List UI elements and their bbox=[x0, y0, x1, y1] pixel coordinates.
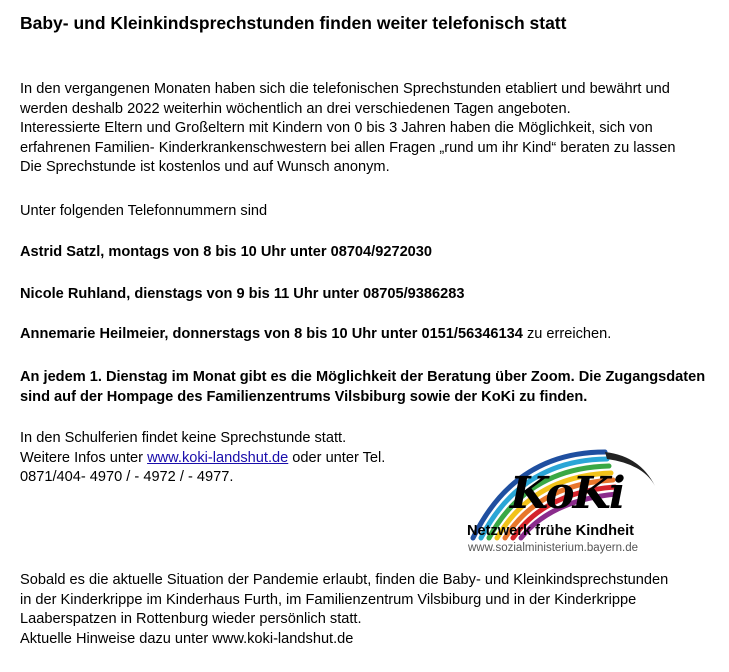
intro-line: werden deshalb 2022 weiterhin wöchentlich an drei verschiedenen Tagen angeboten. bbox=[20, 100, 571, 117]
intro-line: Interessierte Eltern und Großeltern mit Kindern von 0 bis 3 Jahren haben die Möglichkeit, sich von bbox=[20, 120, 653, 137]
closing-line: Sobald es die aktuelle Situation der Pandemie erlaubt, finden die Baby- und Kleinkindsprechstunden bbox=[20, 572, 669, 588]
logo-url: www.sozialministerium.bayern.de bbox=[468, 542, 639, 554]
closing-line: Laaberspatzen in Rottenburg wieder persönlich statt. bbox=[20, 611, 362, 628]
intro-paragraph bbox=[20, 80, 720, 178]
contact-heilmeier bbox=[20, 325, 720, 345]
zoom-paragraph bbox=[20, 368, 720, 407]
zoom-line: sind auf der Hompage des Familienzentrums Vilsbiburg sowie der KoKi zu finden. bbox=[20, 388, 588, 405]
holidays-line: In den Schulferien findet keine Sprechstunde statt. bbox=[20, 430, 347, 446]
contact-suffix: zu erreichen. bbox=[522, 326, 612, 342]
contact-ruhland: Nicole Ruhland, dienstags von 9 bis 11 Uhr unter 08705/9386283 bbox=[20, 286, 465, 302]
page-title: Baby- und Kleinkindsprechstunden finden weiter telefonisch statt bbox=[20, 13, 567, 33]
closing-line: in der Kinderkrippe im Kinderhaus Furth, im Familienzentrum Vilsbiburg und in der Kinderkrippe bbox=[20, 591, 637, 608]
holidays-line bbox=[20, 449, 440, 469]
logo-tagline: Netzwerk frühe Kindheit bbox=[467, 523, 635, 539]
contact-heilmeier-text: Annemarie Heilmeier, donnerstags von 8 bis 10 Uhr unter 0151/56346134 bbox=[20, 326, 523, 342]
holidays-line: 0871/404- 4970 / - 4972 / - 4977. bbox=[20, 469, 234, 486]
logo-wordmark: KoKi bbox=[510, 468, 624, 519]
koki-link[interactable]: www.koki-landshut.de bbox=[147, 449, 289, 466]
zoom-line: An jedem 1. Dienstag im Monat gibt es die Möglichkeit der Beratung über Zoom. Die Zugangsdaten bbox=[20, 369, 706, 385]
intro-line: Die Sprechstunde ist kostenlos und auf Wunsch anonym. bbox=[20, 159, 390, 176]
contact-satzl: Astrid Satzl, montags von 8 bis 10 Uhr unter 08704/9272030 bbox=[20, 244, 433, 260]
intro-line: erfahrenen Familien- Kinderkrankenschwestern bei allen Fragen „rund um ihr Kind“ beraten zu lassen bbox=[20, 139, 676, 156]
holidays-paragraph bbox=[20, 429, 440, 488]
closing-paragraph bbox=[20, 571, 720, 649]
intro-line: In den vergangenen Monaten haben sich die telefonischen Sprechstunden etabliert und bewährt und bbox=[20, 81, 670, 97]
closing-line: Aktuelle Hinweise dazu unter www.koki-landshut.de bbox=[20, 630, 354, 647]
phone-intro: Unter folgenden Telefonnummern sind bbox=[20, 203, 268, 219]
infos-prefix: Weitere Infos unter bbox=[20, 449, 148, 466]
infos-suffix: oder unter Tel. bbox=[288, 449, 386, 466]
